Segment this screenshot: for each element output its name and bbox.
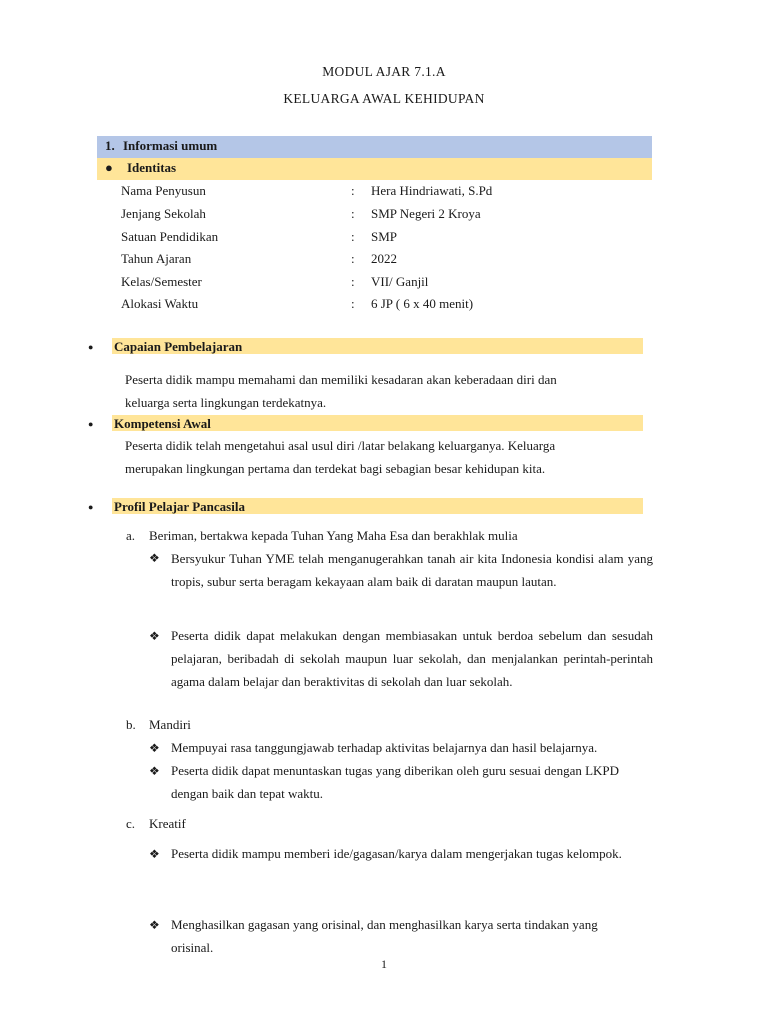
diamond-bullet-icon: ❖ xyxy=(149,629,160,643)
profil-b-item: Peserta didik dapat menuntaskan tugas yang diberikan oleh guru sesuai dengan LKPD dengan baik dan tepat waktu. xyxy=(171,763,620,801)
row-label: Alokasi Waktu xyxy=(121,296,199,311)
row-colon: : xyxy=(351,296,355,311)
identitas-heading: Identitas xyxy=(127,160,177,175)
capaian-line: keluarga serta lingkungan terdekatnya. xyxy=(125,395,327,410)
profil-c-label: Kreatif xyxy=(149,816,186,831)
profil-b-item: Mempuyai rasa tanggungjawab terhadap aktivitas belajarnya dan hasil belajarnya. xyxy=(171,740,598,755)
profil-a-item: Bersyukur Tuhan YME telah menganugerahkan tanah air kita Indonesia kondisi alam yang tropis, subur serta beragam kekayaan alam baik di daratan maupun lautan. xyxy=(171,551,653,589)
bullet-icon: ● xyxy=(88,419,94,429)
row-value: 2022 xyxy=(371,251,397,266)
profil-a-label: Beriman, bertakwa kepada Tuhan Yang Maha Esa dan berakhlak mulia xyxy=(149,528,518,543)
row-value: Hera Hindriawati, S.Pd xyxy=(371,183,493,198)
kompetensi-heading: Kompetensi Awal xyxy=(114,416,211,431)
identitas-band xyxy=(97,158,652,180)
capaian-heading: Capaian Pembelajaran xyxy=(114,339,243,354)
list-marker: c. xyxy=(126,816,136,831)
row-colon: : xyxy=(351,183,355,198)
diamond-bullet-icon: ❖ xyxy=(149,918,160,932)
row-colon: : xyxy=(351,274,355,289)
row-value: VII/ Ganjil xyxy=(371,274,429,289)
row-value: SMP Negeri 2 Kroya xyxy=(371,206,481,221)
row-colon: : xyxy=(351,229,355,244)
bullet-icon: ● xyxy=(88,502,94,512)
bullet-icon: ● xyxy=(105,160,113,175)
row-label: Satuan Pendidikan xyxy=(121,229,219,244)
section-heading: Informasi umum xyxy=(123,138,218,153)
profil-heading: Profil Pelajar Pancasila xyxy=(114,499,245,514)
capaian-line: Peserta didik mampu memahami dan memiliki kesadaran akan keberadaan diri dan xyxy=(125,372,557,387)
row-label: Kelas/Semester xyxy=(121,274,202,289)
profil-a-item: Peserta didik dapat melakukan dengan membiasakan untuk berdoa sebelum dan sesudah pelajaran, beribadah di sekolah maupun luar sekolah, dan menjalankan perintah-perintah agama dalam belajar dan beraktivitas di sekolah dan luar sekolah. xyxy=(171,628,653,689)
list-marker: b. xyxy=(126,717,136,732)
row-value: 6 JP ( 6 x 40 menit) xyxy=(371,296,474,311)
profil-c-item: Menghasilkan gagasan yang orisinal, dan menghasilkan karya serta tindakan yang orisinal. xyxy=(171,917,598,955)
diamond-bullet-icon: ❖ xyxy=(149,551,160,565)
kompetensi-line: merupakan lingkungan pertama dan terdekat bagi sebagian besar kehidupan kita. xyxy=(125,461,546,476)
diamond-bullet-icon: ❖ xyxy=(149,764,160,778)
diamond-bullet-icon: ❖ xyxy=(149,741,160,755)
page-number: 1 xyxy=(381,957,387,971)
document-title: MODUL AJAR 7.1.A xyxy=(322,64,446,79)
row-label: Tahun Ajaran xyxy=(121,251,192,266)
row-colon: : xyxy=(351,206,355,221)
kompetensi-line: Peserta didik telah mengetahui asal usul diri /latar belakang keluarganya. Keluarga xyxy=(125,438,556,453)
bullet-icon: ● xyxy=(88,342,94,352)
row-label: Nama Penyusun xyxy=(121,183,206,198)
section-number: 1. xyxy=(105,138,115,153)
profil-c-item: Peserta didik mampu memberi ide/gagasan/karya dalam mengerjakan tugas kelompok. xyxy=(171,846,622,861)
profil-b-label: Mandiri xyxy=(149,717,191,732)
row-value: SMP xyxy=(371,229,398,244)
row-colon: : xyxy=(351,251,355,266)
diamond-bullet-icon: ❖ xyxy=(149,847,160,861)
document-subtitle: KELUARGA AWAL KEHIDUPAN xyxy=(283,91,485,106)
list-marker: a. xyxy=(126,528,136,543)
row-label: Jenjang Sekolah xyxy=(121,206,206,221)
